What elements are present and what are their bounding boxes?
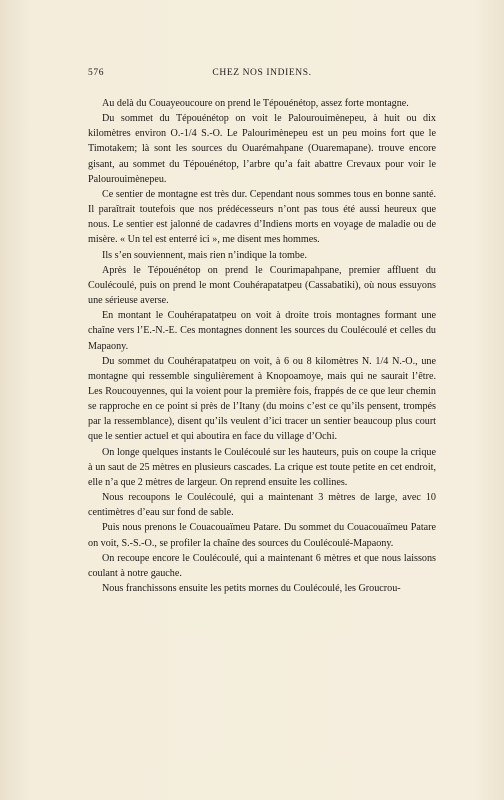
paragraph: Du sommet du Tépouénétop on voit le Palourouimènepeu, à huit ou dix kilomètres environ O.-1/4 S.-O. Le Palourimènepeu est un peu moins fort que le Timotakem; là sont les sources du Ouarémahpane (Ouaremapane). trouve encore gisant, au sommet du Tépouénétop, l’arbre qu’a fait abattre Crevaux pour voir le Palourouimènepeu. xyxy=(88,113,436,185)
paragraph: En montant le Couhérapatatpeu on voit à droite trois montagnes formant une chaîne vers l’E.-N.-E. Ces montagnes donnent les sources du Coulécoulé et celles du Mapaony. xyxy=(88,310,436,352)
paragraph: On recoupe encore le Coulécoulé, qui a maintenant 6 mètres et que nous laissons coulant à notre gauche. xyxy=(88,552,436,579)
paragraph: Après le Tépouénétop on prend le Courimapahpane, premier affluent du Coulécoulé, puis on prend le mont Couhérapatatpeu (Cassabatiki), où nous essuyons une sérieuse averse. xyxy=(88,264,436,307)
running-title: CHEZ NOS INDIENS. xyxy=(212,68,312,78)
paragraph: Ce sentier de montagne est très dur. Cependant nous sommes tous en bonne santé. Il paraîtrait toutefois que nos prédécesseurs n’ont pas tous été aussi heureux que nous. Le sentier est jalonné de cadavres d’Indiens morts en voyage de maladie ou de misère. « Un tel est enterré ici », me disent mes hommes. xyxy=(88,188,436,246)
paragraph: On longe quelques instants le Coulécoulé sur les hauteurs, puis on coupe la crique à un saut de 25 mètres en plusieurs cascades. La crique est toute petite en cet endroit, elle n’a que 2 mètres de largeur. On reprend ensuite les collines. xyxy=(88,446,436,488)
paragraph: Ils s’en souviennent, mais rien n’indique la tombe. xyxy=(102,249,307,261)
paragraph: Nous franchissons ensuite les petits mornes du Coulécoulé, les Groucrou- xyxy=(102,583,401,594)
paragraph: Au delà du Couayeoucoure on prend le Tépouénétop, assez forte montagne. xyxy=(102,98,409,109)
paragraph: Nous recoupons le Coulécoulé, qui a maintenant 3 mètres de large, avec 10 centimètres d’eau sur fond de sable. xyxy=(88,492,436,519)
page-number: 576 xyxy=(88,68,105,78)
paragraph: Du sommet du Couhérapatatpeu on voit, à 6 ou 8 kilomètres N. 1/4 N.-O., une montagne qui ressemble singulièrement à Knopoamoye, mais qui ne saurait l’être. Les Roucouyennes, qui la voient pour la première fois, frappés de ce que leur chemin se rapproche en ce point si près de l’Itany (du moins c’est ce qu’ils pensent, trompés par la ressemblance), disent qu’ils veulent d’ici tracer un sentier beaucoup plus court que le sentier actuel et qui aboutira en face du village d’Ochi. xyxy=(88,355,436,443)
paragraph: Puis nous prenons le Couacouaïmeu Patare. Du sommet du Couacouaïmeu Patare on voit, S.-S.-O., se profiler la chaîne des sources du Coulécoulé-Mapaony. xyxy=(88,522,436,549)
page-header xyxy=(88,68,436,84)
body-text xyxy=(88,96,436,596)
